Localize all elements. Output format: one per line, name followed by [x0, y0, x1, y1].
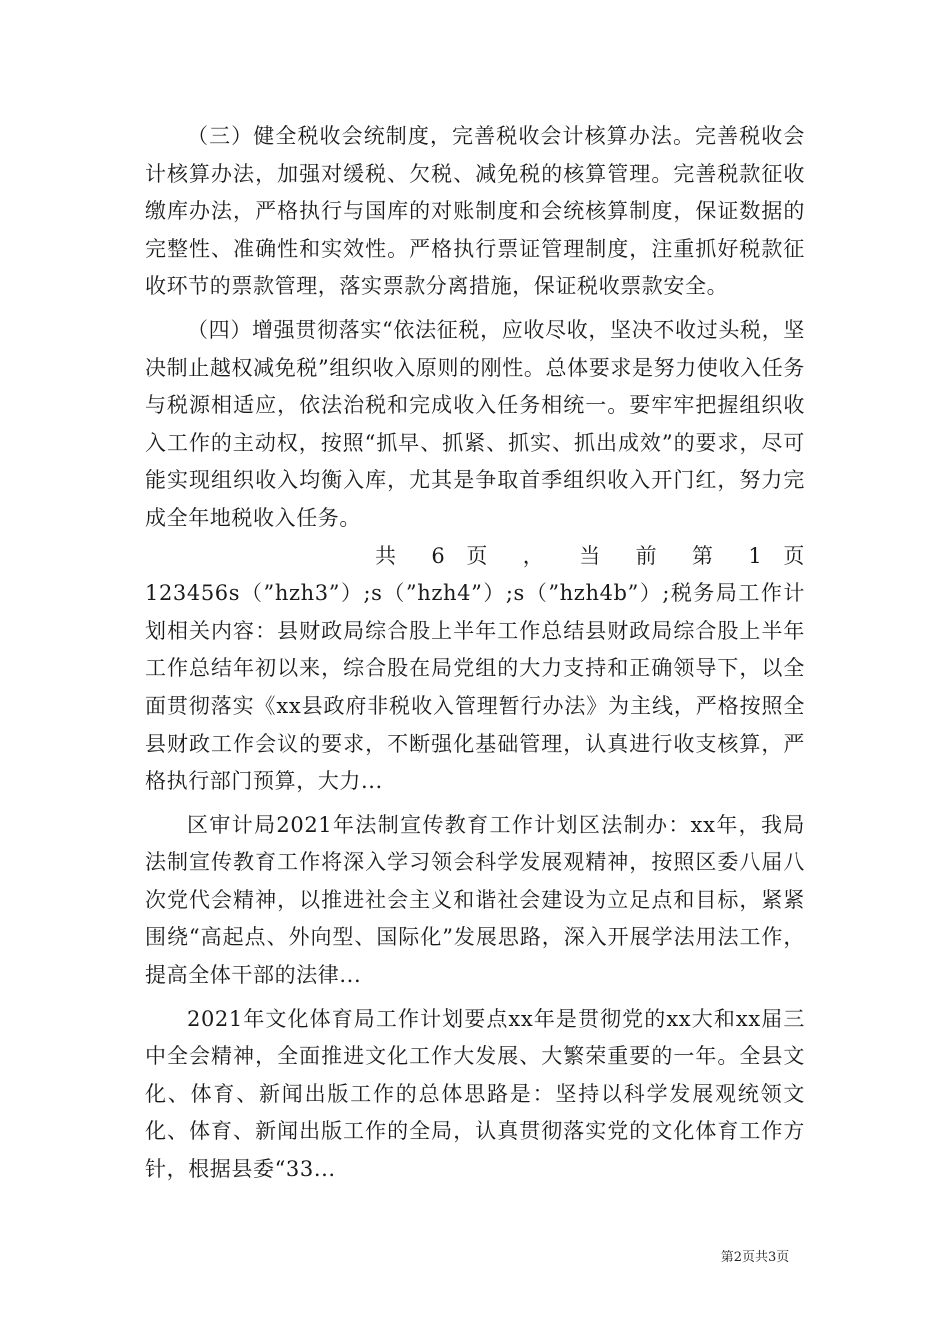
page-number-label: 第2页共3页	[720, 1250, 790, 1265]
continuation-paragraph: 123456s（”hzh3”）;s（”hzh4”）;s（”hzh4b”）;税务局工作计划相关内容：县财政局综合股上半年工作总结县财政局综合股上半年工作总结年初以来，综合股在局党组的大力支持和正确领导下，以全面贯彻落实《xx县政府非税收入管理暂行办法》为主线，严格按照全县财政工作会议的要求，不断强化基础管理，认真进行收支核算，严格执行部门预算，大力...	[145, 581, 805, 794]
page-footer	[0, 1246, 950, 1265]
paragraph-three: （三）健全税收会统制度，完善税收会计核算办法。完善税收会计核算办法，加强对缓税、欠税、减免税的核算管理。完善税款征收缴库办法，严格执行与国库的对账制度和会统核算制度，保证数据的完整性、准确性和实效性。严格执行票证管理制度，注重抓好税款征收环节的票款管理，落实票款分离措施，保证税收票款安全。	[145, 124, 805, 299]
related-article-1: 区审计局2021年法制宣传教育工作计划区法制办：xx年，我局法制宣传教育工作将深入学习领会科学发展观精神，按照区委八届八次党代会精神，以推进社会主义和谐社会建设为立足点和目标，紧紧围绕“高起点、外向型、国际化”发展思路，深入开展学法用法工作，提高全体干部的法律...	[145, 812, 805, 988]
page-counter-line: 共 6 页 ， 当 前 第 1 页	[375, 543, 805, 568]
related-article-2: 2021年文化体育局工作计划要点xx年是贯彻党的xx大和xx届三中全会精神，全面推进文化工作大发展、大繁荣重要的一年。全县文化、体育、新闻出版工作的总体思路是：坚持以科学发展观统领文化、体育、新闻出版工作的全局，认真贯彻落实党的文化体育工作方针，根据县委“33...	[145, 1006, 805, 1182]
paragraph-four: （四）增强贯彻落实“依法征税，应收尽收，坚决不收过头税，坚决制止越权减免税”组织收入原则的刚性。总体要求是努力使收入任务与税源相适应，依法治税和完成收入任务相统一。要牢牢把握组织收入工作的主动权，按照“抓早、抓紧、抓实、抓出成效”的要求，尽可能实现组织收入均衡入库，尤其是争取首季组织收入开门红，努力完成全年地税收入任务。	[145, 317, 805, 530]
document-body	[145, 118, 805, 1189]
